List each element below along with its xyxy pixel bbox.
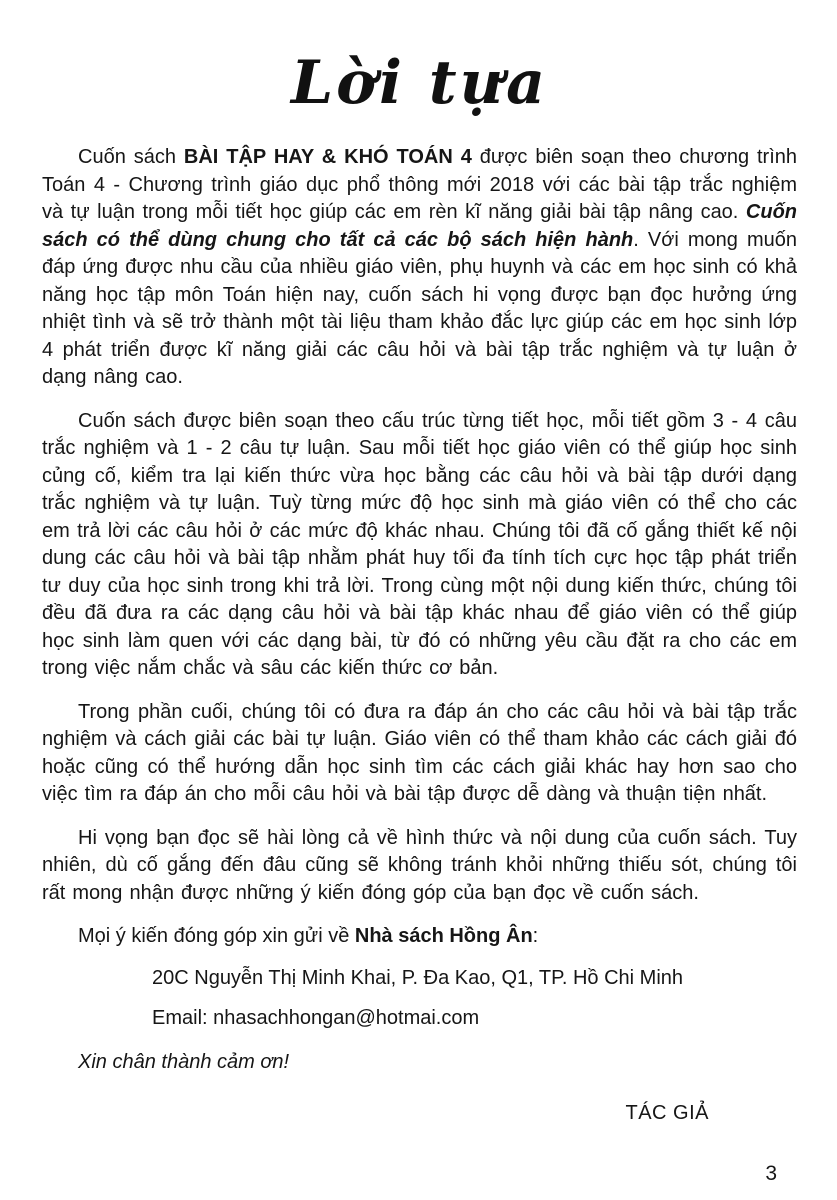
contact-intro: Mọi ý kiến đóng góp xin gửi về Nhà sách Hồng Ân:: [78, 925, 539, 947]
page-title: Lời tựa: [290, 48, 549, 118]
publisher-email: Email: nhasachhongan@hotmai.com: [152, 1007, 480, 1029]
preface-paragraph-4: Hi vọng bạn đọc sẽ hài lòng cả về hình thức và nội dung của cuốn sách. Tuy nhiên, dù cố gắng đến đâu cũng sẽ không tránh khỏi những thiếu sót, chúng tôi rất mong nhận được những ý kiến đóng góp của bạn đọc về cuốn sách.: [42, 826, 797, 904]
page-number: 3: [765, 1162, 777, 1185]
preface-paragraph-1: Cuốn sách BÀI TẬP HAY & KHÓ TOÁN 4 được biên soạn theo chương trình Toán 4 - Chương trình giáo dục phổ thông mới 2018 với các bài tập trắc nghiệm và tự luận trong mỗi tiết học giúp các em rèn kĩ năng giải bài tập nâng cao. Cuốn sách có thể dùng chung cho tất cả các bộ sách hiện hành. Với mong muốn đáp ứng được nhu cầu của nhiều giáo viên, phụ huynh và các em học sinh có khả năng học tập môn Toán hiện nay, cuốn sách hi vọng được bạn đọc hưởng ứng nhiệt tình và sẽ trở thành một tài liệu tham khảo đắc lực giúp các em học sinh lớp 4 phát triển được kĩ năng giải các câu hỏi và bài tập trắc nghiệm và tự luận ở dạng nâng cao.: [42, 146, 798, 388]
publisher-address: 20C Nguyễn Thị Minh Khai, P. Đa Kao, Q1, TP. Hồ Chi Minh: [152, 966, 684, 989]
author-signature: TÁC GIẢ: [625, 1102, 709, 1124]
preface-paragraph-3: Trong phần cuối, chúng tôi có đưa ra đáp án cho các câu hỏi và bài tập trắc nghiệm và cách giải các bài tự luận. Giáo viên có thể tham khảo các cách giải đó hoặc cũng có thể hướng dẫn học sinh tìm các cách giải khác hay hơn sao cho việc tìm ra đáp án cho mỗi câu hỏi và bài tập được dễ dàng và thuận tiện nhất.: [42, 700, 797, 805]
closing-thanks: Xin chân thành cảm ơn!: [78, 1050, 290, 1073]
preface-body: [42, 144, 797, 907]
preface-paragraph-2: Cuốn sách được biên soạn theo cấu trúc từng tiết học, mỗi tiết gồm 3 - 4 câu trắc nghiệm và 1 - 2 câu tự luận. Sau mỗi tiết học giáo viên có thể giúp học sinh củng cố, kiểm tra lại kiến thức vừa học bằng các câu hỏi và bài tập dưới dạng trắc nghiệm và tự luận. Tuỳ từng mức độ học sinh mà giáo viên có thể cho các em trả lời các câu hỏi ở các mức độ khác nhau. Chúng tôi đã cố gắng thiết kế nội dung các câu hỏi và bài tập nhằm phát huy tối đa tính tích cực học tập phát triển tư duy của học sinh trong khi trả lời. Trong cùng một nội dung kiến thức, chúng tôi đều đã đưa ra các dạng câu hỏi và bài tập khác nhau để giáo viên có thể giúp học sinh làm quen với các dạng bài, từ đó có những yêu cầu đặt ra cho các em trong việc nắm chắc và sâu các kiến thức cơ bản.: [42, 409, 797, 679]
